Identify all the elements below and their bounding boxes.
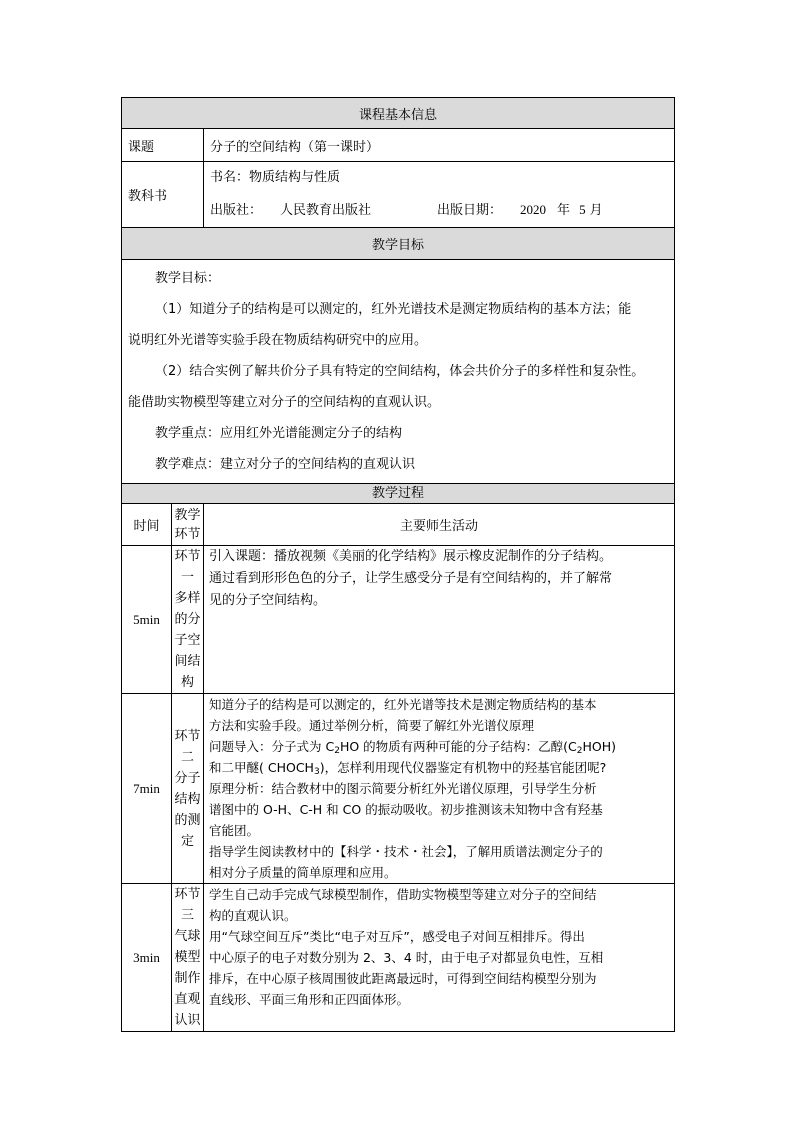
- month-unit: 月: [589, 203, 603, 218]
- topic-value: 分子的空间结构（第一课时）: [210, 139, 380, 155]
- publisher-line: [210, 194, 674, 227]
- row-2-e-start: 和二甲醚( CHOCH: [209, 760, 314, 775]
- goals-intro: 教学目标：: [155, 271, 221, 286]
- topic-label: 课题: [128, 139, 155, 155]
- row-2-e-end: )，怎样利用现代仪器鉴定有机物中的羟基官能团呢?: [319, 760, 607, 775]
- row-2-q-end: HOH): [582, 739, 617, 754]
- row-1-stage-5: 间结: [174, 654, 201, 669]
- row-2-q-sub2: 2: [576, 746, 583, 756]
- row-1-stage-cell: [172, 546, 204, 694]
- row-1-time: 5min: [133, 611, 160, 627]
- row-2-line-6: 官能团。: [209, 823, 260, 838]
- row-2-line-7: 指导学生阅读教材中的【科学・技术・社会】，了解用质谱法测定分子的: [209, 844, 603, 859]
- goals-content: [122, 260, 675, 484]
- publisher-label: 出版社：: [210, 203, 263, 218]
- row-2-time: 7min: [133, 780, 160, 796]
- row-3-line-0: 学生自己动手完成气球模型制作，借助实物模型等建立对分子的空间结: [209, 887, 597, 902]
- row-2-q-sub1: 2: [334, 746, 340, 756]
- row-2-stage-4: 的测: [174, 812, 201, 828]
- key-point: 教学重点：应用红外光谱能测定分子的结构: [155, 426, 403, 441]
- row-2-line-5: 谱图中的 O-H、C-H 和 CO 的振动吸收。初步推测该未知物中含有羟基: [209, 802, 603, 817]
- goals-header: [122, 228, 675, 260]
- goal-1-line-1: （1）知道分子的结构是可以测定的，红外光谱技术是测定物质结构的基本方法；能: [155, 302, 632, 317]
- textbook-label-cell: [122, 162, 204, 228]
- row-3-stage-1: 三: [180, 908, 194, 923]
- row-3-stage-cell: [172, 884, 204, 1032]
- row-2-stage-5: 定: [180, 833, 194, 849]
- row-3-stage-3: 模型: [174, 950, 201, 965]
- publish-month: 5: [579, 202, 586, 217]
- textbook-info-cell: [204, 162, 675, 228]
- col-activity: 主要师生活动: [400, 519, 479, 534]
- process-title: 教学过程: [372, 485, 425, 501]
- row-3-time-cell: [122, 884, 172, 1032]
- year-unit: 年: [557, 203, 571, 218]
- row-3-stage-6: 认识: [174, 1013, 201, 1028]
- lesson-plan-table: [121, 97, 675, 1032]
- row-1-time-cell: [122, 546, 172, 694]
- col-time-header: [122, 504, 172, 546]
- row-3-line-2: 用“气球空间互斥”类比“电子对互斥”，感受电子对间互相排斥。得出: [209, 929, 585, 944]
- row-3-line-1: 构的直观认识。: [209, 908, 297, 923]
- row-2-stage-0: 环节: [174, 728, 201, 744]
- row-2-line-4: 原理分析：结合教材中的图示简要分析红外光谱仪原理，引导学生分析: [209, 781, 597, 796]
- row-1-stage-2: 多样: [174, 591, 201, 606]
- row-3-line-3: 中心原子的电子对数分别为 2、3、4 时，由于电子对都显负电性，互相: [209, 950, 604, 965]
- row-2-line-0: 知道分子的结构是可以测定的，红外光谱等技术是测定物质结构的基本: [209, 697, 597, 712]
- process-header: [122, 484, 675, 504]
- row-1-line-0: 引入课题：播放视频《美丽的化学结构》展示橡皮泥制作的分子结构。: [209, 549, 613, 564]
- goals-title: 教学目标: [372, 238, 425, 253]
- row-2-line-8: 相对分子质量的简单原理和应用。: [209, 865, 397, 880]
- row-3-activity-cell: [204, 884, 675, 1032]
- row-1-activity-cell: [204, 546, 675, 694]
- textbook-label: 教科书: [128, 189, 168, 204]
- row-2-stage-2: 分子: [174, 770, 201, 786]
- col-activity-header: [204, 504, 675, 546]
- row-2-line-1: 方法和实验手段。通过举例分析，简要了解红外光谱仪原理: [209, 718, 535, 733]
- col-time: 时间: [133, 519, 160, 534]
- course-info-header: [122, 98, 675, 129]
- row-3-stage-0: 环节: [174, 887, 201, 902]
- row-2-stage-3: 结构: [174, 791, 201, 807]
- row-3-stage-2: 气球: [174, 929, 201, 944]
- goal-1-line-2: 说明红外光谱等实验手段在物质结构研究中的应用。: [128, 333, 428, 348]
- row-1-stage-6: 构: [180, 675, 194, 690]
- publish-year: 2020: [520, 202, 547, 217]
- row-2-stage-1: 二: [180, 749, 194, 765]
- col-stage-line-2: 环节: [174, 526, 201, 542]
- difficulty: 教学难点：建立对分子的空间结构的直观认识: [155, 457, 416, 472]
- row-2-time-cell: [122, 694, 172, 884]
- row-3-time: 3min: [133, 949, 160, 965]
- row-2-stage-cell: [172, 694, 204, 884]
- row-2-activity-cell: [204, 694, 675, 884]
- row-2-q-mid: HO 的物质有两种可能的分子结构：乙醇(C: [339, 739, 577, 754]
- book-name: 书名：物质结构与性质: [210, 170, 341, 185]
- course-info-title: 课程基本信息: [359, 107, 438, 123]
- topic-label-cell: [122, 129, 204, 162]
- goal-2-line-1: （2）结合实例了解共价分子具有特定的空间结构，体会共价分子的多样性和复杂性。: [155, 364, 645, 379]
- row-1-stage-1: 一: [180, 570, 194, 585]
- row-1-stage-4: 子空: [174, 633, 201, 648]
- row-3-line-5: 直线形、平面三角形和正四面体形。: [209, 992, 410, 1007]
- col-stage-line-1: 教学: [174, 507, 201, 523]
- row-2-q-start: 问题导入：分子式为 C: [209, 739, 335, 754]
- topic-value-cell: [204, 129, 675, 162]
- row-1-line-1: 通过看到形形色色的分子，让学生感受分子是有空间结构的，并了解常: [209, 571, 613, 586]
- goal-2-line-2: 能借助实物模型等建立对分子的空间结构的直观认识。: [128, 395, 441, 410]
- row-2-e-sub: 3: [313, 767, 320, 777]
- row-3-line-4: 排斥，在中心原子核周围彼此距离最远时，可得到空间结构模型分别为: [209, 971, 597, 986]
- row-1-line-2: 见的分子空间结构。: [209, 593, 327, 608]
- publisher-name: 人民教育出版社: [280, 203, 372, 218]
- row-3-stage-4: 制作: [174, 971, 201, 986]
- row-2-question-line: [209, 736, 669, 757]
- col-stage-header: [172, 504, 204, 546]
- row-1-stage-0: 环节: [174, 549, 201, 564]
- row-1-stage-3: 的分: [174, 612, 201, 627]
- row-2-ether-line: [209, 757, 669, 778]
- date-label: 出版日期：: [437, 203, 503, 218]
- row-3-stage-5: 直观: [174, 992, 201, 1007]
